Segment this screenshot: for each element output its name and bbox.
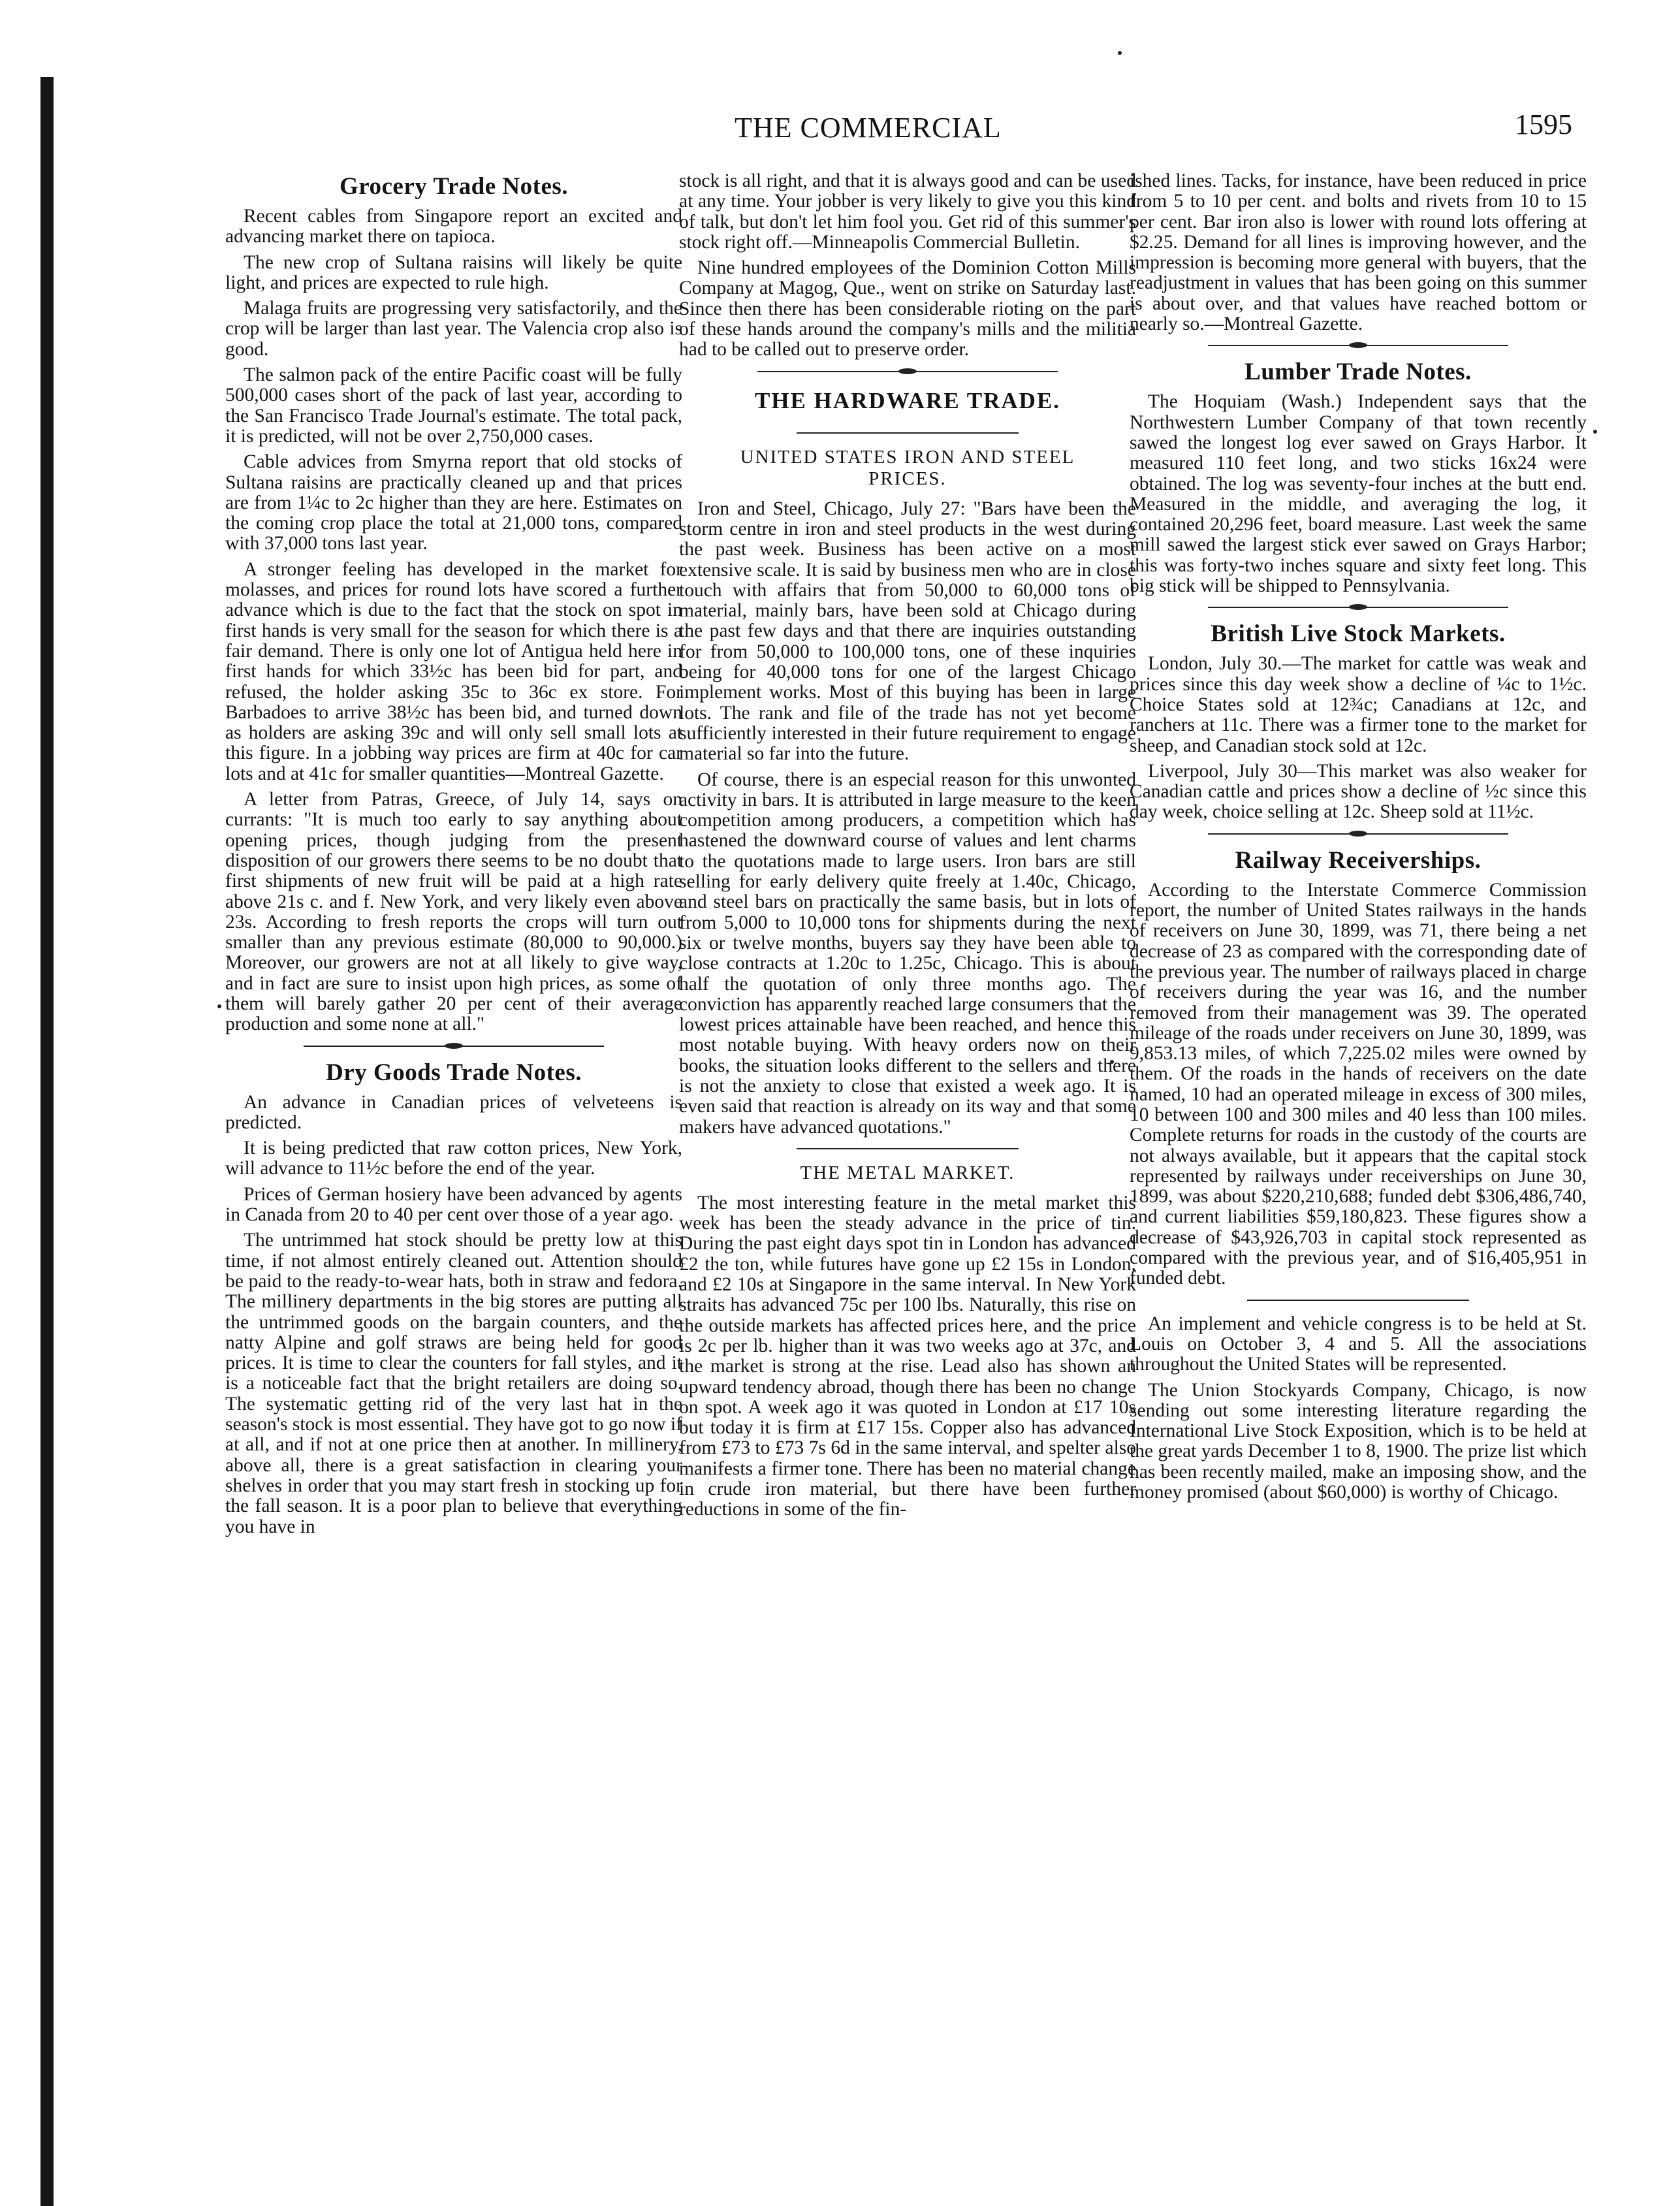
dry-goods-paragraph: An advance in Canadian prices of velveteens is predicted. (225, 1091, 682, 1133)
hardware-trade-heading: THE HARDWARE TRADE. (754, 387, 1061, 413)
dry-goods-paragraph: The untrimmed hat stock should be pretty low at this time, if not almost entirely cleaned out. Attention should be paid to the ready-to-wear hats, both in straw and fedora. The millinery departments in the big stores are putting all the untrimmed goods on the bargain counters, and the natty Alpine and golf straws are being held for good prices. It is time to clear the counters for fall styles, and it is a noticeable fact that the bright retailers are doing so. The systematic getting rid of the very last hat in the season's stock is most essential. They have got to go now if at all, and if not at one price then at another. In millinery, above all, there is a great satisfaction in clearing your shelves in order that you may start fresh in stocking up for the fall season. It is a poor plan to believe that everything you have in (225, 1230, 682, 1537)
dry-goods-paragraph: Prices of German hosiery have been advanced by agents in Canada from 20 to 40 per cent over those of a year ago. (225, 1183, 682, 1226)
grocery-paragraph: Cable advices from Smyrna report that old stocks of Sultana raisins are practically cleaned up and that prices are from 1¼c to 2c higher than they are here. Estimates on the coming crop place the total at 21,000 tons, compared with 37,000 tons last year. (225, 451, 682, 554)
continued-paragraph: stock is all right, and that it is always good and can be used at any time. Your jobber is very likely to give you this kind of talk, but don't let him fool you. Get rid of this summer's stock right off.—Minneapolis Commercial Bulletin. (679, 170, 1136, 253)
grocery-paragraph: A stronger feeling has developed in the market for molasses, and prices for round lots have scored a further advance which is due to the fact that the stock on spot in first hands is very small for the season for which there is a fair demand. There is only one lot of Antigua held here in first hands for which 33½c has been bid for part, and refused, the holder asking 35c to 36c ex store. For Barbadoes to arrive 38½c has been bid, and turned down as holders are asking 39c and will only sell small lots at this figure. In a jobbing way prices are firm at 40c for car lots and at 41c for smaller quantities—Montreal Gazette. (225, 558, 682, 784)
section-divider (679, 367, 1136, 376)
grocery-trade-notes-heading: Grocery Trade Notes. (339, 173, 569, 200)
stockyards-paragraph: The Union Stockyards Company, Chicago, is now sending out some interesting literature regarding the International Live Stock Exposition, which is to be held at the great yards December 1 to 8, 1900. The prize list which has been recently mailed, make an imposing show, and the money promised (about $60,000) is worthy of Chicago. (1130, 1379, 1587, 1503)
lumber-trade-notes-heading: Lumber Trade Notes. (1244, 359, 1472, 386)
section-divider (679, 1144, 1136, 1153)
metal-market-paragraph: The most interesting feature in the metal market this week has been the steady advance in the price of tin. During the past eight days spot tin in London has advanced £2 the ton, while futures have gone up £2 15s in London, and £2 10s at Singapore in the same interval. In New York straits has advanced 75c per 100 lbs. Naturally, this rise on the outside markets has affected prices here, and the price is 2c per lb. higher than it was two weeks ago at 37c, and the market is strong at the rise. Lead also has shown an upward tendency abroad, though there has been no change on spot. A week ago it was quoted in London at £17 10s but today it is firm at £17 15s. Copper also has advanced from £73 to £73 7s 6d in the same interval, and spelter also manifests a firmer tone. There has been no material change in crude iron material, but there have been further reductions in some of the fin- (679, 1192, 1136, 1520)
railway-paragraph: According to the Interstate Commerce Commission report, the number of United States railways in the hands of receivers on June 30, 1899, was 71, there being a net decrease of 23 as compared with the corresponding date of the previous year. The number of railways placed in charge of receivers during the year was 16, and the number removed from their management was 39. The operated mileage of the roads under receivers on June 30, 1899, was 9,853.13 miles, of which 7,225.02 miles were owned by them. Of the roads in the hands of receivers on the date named, 10 had an operated mileage in excess of 300 miles, 10 between 100 and 300 miles and 40 less than 100 miles. Complete returns for roads in the custody of the courts are not always available, but it appears that the capital stock represented by railways under receiverships on June 30, 1899, was about $220,210,688; funded debt $306,486,740, and current liabilities $59,180,823. These figures show a decrease of $43,926,703 in capital stock represented as compared with the previous year, and of $16,405,951 in funded debt. (1130, 879, 1587, 1289)
grocery-paragraph: The new crop of Sultana raisins will likely be quite light, and prices are expected to rule high. (225, 251, 682, 293)
scan-edge-bar (40, 77, 54, 2206)
page-number: 1595 (1515, 108, 1572, 140)
british-live-stock-markets-heading: British Live Stock Markets. (1211, 620, 1506, 648)
grocery-paragraph: Malaga fruits are progressing very satisfactorily, and the crop will be larger than last year. The Valencia crop also is good. (225, 298, 682, 360)
dry-goods-trade-notes-heading: Dry Goods Trade Notes. (326, 1059, 582, 1086)
column-3 (1130, 171, 1587, 1508)
dry-goods-paragraph: It is being predicted that raw cotton prices, New York, will advance to 11½c before the end of the year. (225, 1138, 682, 1179)
implement-congress-paragraph: An implement and vehicle congress is to be held at St. Louis on October 3, 4 and 5. All the associations throughout the United States will be represented. (1130, 1313, 1587, 1375)
section-divider (1130, 603, 1587, 612)
livestock-paragraph: Liverpool, July 30—This market was also weaker for Canadian cattle and prices show a decline of ½c since this day week, choice selling at 12c. Sheep sold at 11½c. (1130, 760, 1587, 823)
column-1 (225, 171, 682, 1543)
section-divider (225, 1042, 682, 1051)
metal-market-subheading: THE METAL MARKET. (800, 1162, 1015, 1183)
grocery-paragraph: The salmon pack of the entire Pacific coast will be fully 500,000 cases short of the pack of last year, according to the San Francisco Trade Journal's estimate. The total pack, it is predicted, will not be over 2,750,000 cases. (225, 364, 682, 447)
section-divider (679, 428, 1136, 438)
scan-speck (217, 1004, 221, 1008)
running-title: THE COMMERCIAL (735, 112, 1002, 144)
scan-speck (1118, 51, 1122, 55)
section-divider (1130, 1296, 1587, 1305)
railway-receiverships-heading: Railway Receiverships. (1235, 846, 1482, 874)
scan-speck (1593, 430, 1597, 434)
iron-steel-paragraph: Iron and Steel, Chicago, July 27: "Bars have been the storm centre in iron and steel products in the west during the past week. Business has been active on a most extensive scale. It is said by business men who are in close touch with affairs that from 50,000 to 60,000 tons of material, mainly bars, have been sold at Chicago during the past few days and that there are inquiries outstanding for from 50,000 to 100,000 tons, one of these inquiries being for 40,000 tons for one of the largest Chicago implement works. Most of this buying has been in large lots. The rank and file of the trade has not yet become sufficiently interested in their future requirement to engage material so far into the future. (679, 498, 1136, 765)
lumber-paragraph: The Hoquiam (Wash.) Independent says that the Northwestern Lumber Company of that town recently sawed the longest log ever sawed on Grays Harbor. It measured 110 feet long, and two sticks 16x24 were obtained. The log was seventy-four inches at the butt end. Measured in the middle, and averaging the log, it contained 20,296 feet, board measure. Last week the same mill sawed the largest stick ever sawed on Grays Harbor; this was forty-two inches square and sixty feet long. This big stick will be shipped to Pennsylvania. (1130, 391, 1587, 597)
grocery-paragraph: A letter from Patras, Greece, of July 14, says on currants: "It is much too early to say anything about opening prices, though judging from the present disposition of our growers there seems to be no doubt that first shipments of new fruit will be paid at a high rate above 21s c. and f. New York, and very likely even above 23s. According to fresh reports the crops will turn out smaller than any previous estimate (80,000 to 90,000.) Moreover, our growers are not at all likely to give way, and in fact are sure to insist upon high prices, as some of them will barely gather 20 per cent of their average production and some none at all." (225, 789, 682, 1035)
cotton-mills-strike-paragraph: Nine hundred employees of the Dominion Cotton Mills Company at Magog, Que., went on strike on Saturday last. Since then there has been considerable rioting on the part of these hands around the company's mills and the militia had to be called out to preserve order. (679, 257, 1136, 360)
section-divider (1130, 341, 1587, 350)
livestock-paragraph: London, July 30.—The market for cattle was weak and prices since this day week show a decline of ¼c to 1½c. Choice States sold at 12¾c; Canadians at 12c, and ranchers at 11c. There was a firmer tone to the market for sheep, and Canadian stock sold at 12c. (1130, 653, 1587, 756)
continued-paragraph: ished lines. Tacks, for instance, have been reduced in price from 5 to 10 per cent. and bolts and rivets from 10 to 15 per cent. Bar iron also is lower with round lots offering at $2.25. Demand for all lines is improving however, and the impression is becoming more general with buyers, that the readjustment in values that has been going on this summer is about over, and that values have reached bottom or nearly so.—Montreal Gazette. (1130, 170, 1587, 335)
column-2 (679, 171, 1136, 1526)
iron-steel-paragraph: Of course, there is an especial reason for this unwonted activity in bars. It is attributed in large measure to the keen competition among producers, a competition which has hastened the downward course of values and lent charms to the quotations made to large users. Iron bars are still selling for early delivery quite freely at 1.40c, Chicago, and steel bars on practically the same basis, but in lots of from 5,000 to 10,000 tons for shipments during the next six or twelve months, buyers say they have been able to close contracts at 1.20c to 1.25c, Chicago. This is about half the quotation of only three months ago. The conviction has apparently reached large consumers that the lowest prices attainable have been reached, and hence this most notable buying. With heavy orders now on their books, the situation looks different to the sellers and there is not the anxiety to close that existed a week ago. It is even said that reaction is already on its way and that some makers have advanced quotations." (679, 769, 1136, 1138)
grocery-paragraph: Recent cables from Singapore report an excited and advancing market there on tapioca. (225, 206, 682, 248)
iron-steel-prices-subheading: UNITED STATES IRON AND STEEL PRICES. (740, 446, 1075, 489)
section-divider (1130, 829, 1587, 839)
